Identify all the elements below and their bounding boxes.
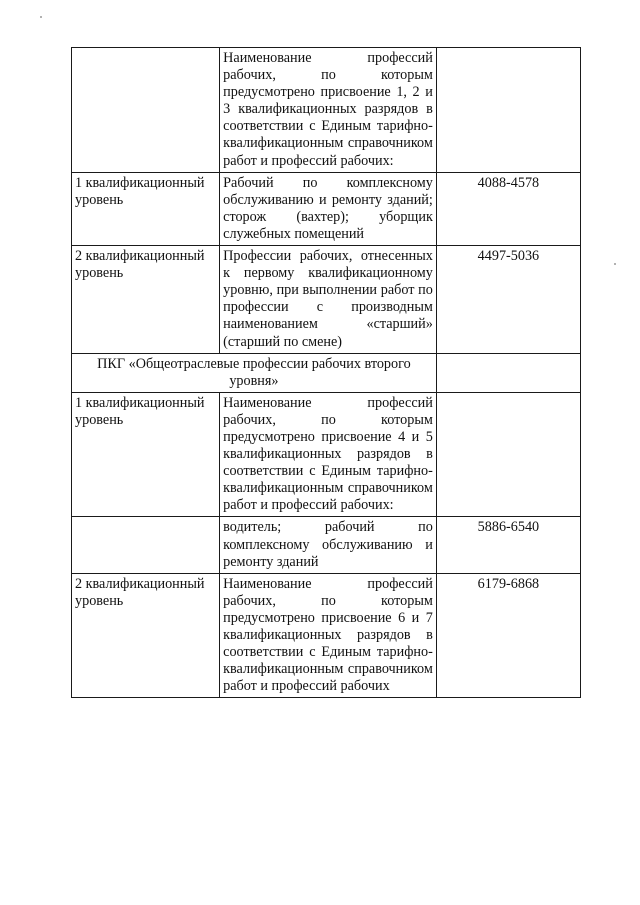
salary-cell: 6179-6868	[436, 573, 580, 698]
description-cell: Рабочий по комплексному обслуживанию и ремонту зданий; сторож (вахтер); уборщик служебных помещений	[220, 172, 437, 245]
group-row	[72, 353, 581, 392]
salary-cell	[436, 353, 580, 392]
level-cell: 2 квалификационный уровень	[72, 246, 220, 354]
level-cell	[72, 48, 220, 173]
level-cell: 1 квалификационный уровень	[72, 392, 220, 517]
salary-cell	[436, 392, 580, 517]
description-cell: Наименование профессий рабочих, по которым предусмотрено присвоение 6 и 7 квалификационных разрядов в соответствии с Единым тарифно-квалификационным справочником работ и профессий рабочих	[220, 573, 437, 698]
description-cell: Наименование профессий рабочих, по которым предусмотрено присвоение 4 и 5 квалификационных разрядов в соответствии с Единым тарифно-квалификационным справочником работ и профессий рабочих:	[220, 392, 437, 517]
salary-cell	[436, 48, 580, 173]
level-cell	[72, 517, 220, 573]
table-row	[72, 172, 581, 245]
table-row	[72, 573, 581, 698]
table-row	[72, 48, 581, 173]
table-row	[72, 517, 581, 573]
table-row	[72, 392, 581, 517]
description-cell: Профессии рабочих, отнесенных к первому квалификационному уровню, при выполнении работ по профессии с производным наименованием «старший» (старший по смене)	[220, 246, 437, 354]
description-cell: Наименование профессий рабочих, по которым предусмотрено присвоение 1, 2 и 3 квалификационных разрядов в соответствии с Единым тарифно-квалификационным справочником работ и профессий рабочих:	[220, 48, 437, 173]
salary-cell: 5886-6540	[436, 517, 580, 573]
scan-speck	[614, 263, 616, 265]
group-title: ПКГ «Общеотраслевые профессии рабочих второго уровня»	[72, 353, 437, 392]
level-cell: 2 квалификационный уровень	[72, 573, 220, 698]
level-cell: 1 квалификационный уровень	[72, 172, 220, 245]
salary-cell: 4088-4578	[436, 172, 580, 245]
description-cell: водитель; рабочий по комплексному обслуживанию и ремонту зданий	[220, 517, 437, 573]
salary-table	[71, 47, 581, 698]
salary-cell: 4497-5036	[436, 246, 580, 354]
table-row	[72, 246, 581, 354]
scan-speck	[40, 16, 42, 18]
